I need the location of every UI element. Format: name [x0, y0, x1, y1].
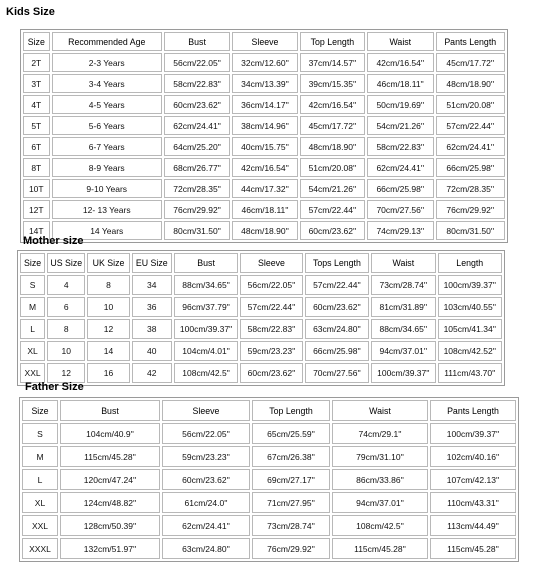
table-cell: 76cm/29.92''	[252, 538, 330, 559]
father-header-size: Size	[22, 400, 58, 421]
table-cell: 103cm/40.55''	[438, 297, 502, 317]
kids-size-title: Kids Size	[6, 6, 55, 18]
table-cell: 60cm/23.62''	[164, 95, 230, 114]
table-cell: 44cm/17.32''	[232, 179, 297, 198]
table-cell: 60cm/23.62''	[240, 363, 302, 383]
table-cell: 100cm/39.37''	[438, 275, 502, 295]
table-cell: 50cm/19.69''	[367, 95, 433, 114]
table-cell: 66cm/25.98''	[436, 158, 506, 177]
table-cell: 56cm/22.05''	[162, 423, 250, 444]
table-cell: 56cm/22.05''	[240, 275, 302, 295]
mother-header-waist: Waist	[371, 253, 435, 273]
table-cell: 74cm/29.13''	[367, 221, 433, 240]
table-row	[23, 221, 505, 240]
mother-header-tops-length: Tops Length	[305, 253, 369, 273]
table-cell: 8	[87, 275, 129, 295]
table-row	[23, 53, 505, 72]
kids-header-sleeve: Sleeve	[232, 32, 297, 51]
table-cell: 76cm/29.92''	[164, 200, 230, 219]
kids-header-size: Size	[23, 32, 50, 51]
table-cell: 69cm/27.17''	[252, 469, 330, 490]
table-row	[22, 469, 516, 490]
table-cell: 4T	[23, 95, 50, 114]
table-cell: 57cm/22.44''	[240, 297, 302, 317]
table-cell: 58cm/22.83''	[240, 319, 302, 339]
table-cell: M	[22, 446, 58, 467]
table-cell: 67cm/26.38''	[252, 446, 330, 467]
table-cell: 46cm/18.11''	[232, 200, 297, 219]
table-cell: 94cm/37.01''	[332, 492, 428, 513]
table-cell: 8	[47, 319, 85, 339]
kids-size-table	[20, 29, 508, 243]
table-cell: 34cm/13.39''	[232, 74, 297, 93]
kids-header-bust: Bust	[164, 32, 230, 51]
table-cell: 72cm/28.35''	[164, 179, 230, 198]
table-cell: 38	[132, 319, 172, 339]
table-cell: 59cm/23.23''	[162, 446, 250, 467]
table-row	[22, 538, 516, 559]
father-size-title: Father Size	[25, 381, 84, 393]
table-cell: 104cm/40.9''	[60, 423, 160, 444]
table-row	[22, 492, 516, 513]
table-cell: 5T	[23, 116, 50, 135]
table-cell: 56cm/22.05''	[164, 53, 230, 72]
table-cell: 54cm/21.26''	[367, 116, 433, 135]
table-cell: 3-4 Years	[52, 74, 162, 93]
table-cell: 58cm/22.83''	[164, 74, 230, 93]
table-cell: 94cm/37.01''	[371, 341, 435, 361]
kids-header-age: Recommended Age	[52, 32, 162, 51]
table-cell: 10	[87, 297, 129, 317]
table-cell: 36	[132, 297, 172, 317]
table-cell: 115cm/45.28''	[430, 538, 516, 559]
table-cell: XL	[20, 341, 45, 361]
table-cell: 48cm/18.90''	[300, 137, 365, 156]
table-cell: XXXL	[22, 538, 58, 559]
mother-header-length: Length	[438, 253, 502, 273]
table-row	[23, 137, 505, 156]
table-cell: 45cm/17.72''	[300, 116, 365, 135]
table-cell: 14 Years	[52, 221, 162, 240]
table-cell: 8-9 Years	[52, 158, 162, 177]
table-cell: M	[20, 297, 45, 317]
table-cell: 61cm/24.0''	[162, 492, 250, 513]
table-cell: 42cm/16.54''	[232, 158, 297, 177]
table-row	[20, 363, 502, 383]
table-row	[22, 446, 516, 467]
table-cell: 63cm/24.80''	[162, 538, 250, 559]
mother-header-size: Size	[20, 253, 45, 273]
table-cell: 46cm/18.11''	[367, 74, 433, 93]
table-cell: 5-6 Years	[52, 116, 162, 135]
table-cell: 54cm/21.26''	[300, 179, 365, 198]
father-header-top-length: Top Length	[252, 400, 330, 421]
table-cell: 64cm/25.20''	[164, 137, 230, 156]
table-cell: 10	[47, 341, 85, 361]
kids-header-waist: Waist	[367, 32, 433, 51]
table-cell: 4-5 Years	[52, 95, 162, 114]
table-cell: 42	[132, 363, 172, 383]
table-cell: 80cm/31.50''	[436, 221, 506, 240]
table-cell: 57cm/22.44''	[300, 200, 365, 219]
kids-header-top-length: Top Length	[300, 32, 365, 51]
table-cell: 3T	[23, 74, 50, 93]
table-cell: 6	[47, 297, 85, 317]
table-row	[23, 179, 505, 198]
table-cell: L	[20, 319, 45, 339]
table-cell: 65cm/25.59''	[252, 423, 330, 444]
mother-header-bust: Bust	[174, 253, 238, 273]
mother-header-row	[20, 253, 502, 273]
table-cell: 12	[47, 363, 85, 383]
table-cell: 6T	[23, 137, 50, 156]
table-row	[22, 423, 516, 444]
table-cell: 58cm/22.83''	[367, 137, 433, 156]
mother-header-uk-size: UK Size	[87, 253, 129, 273]
table-cell: 68cm/26.77''	[164, 158, 230, 177]
table-cell: 57cm/22.44''	[436, 116, 506, 135]
table-row	[20, 275, 502, 295]
table-cell: 38cm/14.96''	[232, 116, 297, 135]
father-header-bust: Bust	[60, 400, 160, 421]
table-row	[23, 200, 505, 219]
table-cell: 34	[132, 275, 172, 295]
table-row	[23, 74, 505, 93]
table-cell: 70cm/27.56''	[305, 363, 369, 383]
table-cell: 37cm/14.57''	[300, 53, 365, 72]
table-cell: 48cm/18.90''	[436, 74, 506, 93]
father-size-table	[19, 397, 519, 562]
table-cell: 40cm/15.75''	[232, 137, 297, 156]
table-cell: 124cm/48.82''	[60, 492, 160, 513]
table-cell: 108cm/42.5''	[332, 515, 428, 536]
father-header-pants-length: Pants Length	[430, 400, 516, 421]
table-cell: 88cm/34.65''	[174, 275, 238, 295]
table-cell: 4	[47, 275, 85, 295]
table-cell: 62cm/24.41''	[162, 515, 250, 536]
table-row	[20, 341, 502, 361]
table-cell: 42cm/16.54''	[300, 95, 365, 114]
table-cell: 51cm/20.08''	[300, 158, 365, 177]
table-cell: XXL	[22, 515, 58, 536]
table-cell: 80cm/31.50''	[164, 221, 230, 240]
table-cell: 45cm/17.72''	[436, 53, 506, 72]
table-cell: 96cm/37.79''	[174, 297, 238, 317]
table-cell: 42cm/16.54''	[367, 53, 433, 72]
table-cell: 51cm/20.08''	[436, 95, 506, 114]
mother-size-table	[17, 250, 505, 386]
table-cell: 79cm/31.10''	[332, 446, 428, 467]
table-cell: 60cm/23.62''	[162, 469, 250, 490]
table-row	[20, 297, 502, 317]
table-cell: 62cm/24.41''	[164, 116, 230, 135]
table-cell: 88cm/34.65''	[371, 319, 435, 339]
table-cell: 36cm/14.17''	[232, 95, 297, 114]
table-cell: 73cm/28.74''	[252, 515, 330, 536]
table-cell: 115cm/45.28''	[60, 446, 160, 467]
table-cell: 111cm/43.70''	[438, 363, 502, 383]
table-cell: 100cm/39.37''	[430, 423, 516, 444]
table-cell: 107cm/42.13''	[430, 469, 516, 490]
table-cell: 59cm/23.23''	[240, 341, 302, 361]
table-cell: 60cm/23.62''	[305, 297, 369, 317]
mother-header-sleeve: Sleeve	[240, 253, 302, 273]
table-cell: 9-10 Years	[52, 179, 162, 198]
table-cell: 2-3 Years	[52, 53, 162, 72]
table-cell: 40	[132, 341, 172, 361]
table-cell: 113cm/44.49''	[430, 515, 516, 536]
father-header-waist: Waist	[332, 400, 428, 421]
table-cell: 2T	[23, 53, 50, 72]
table-cell: 62cm/24.41''	[367, 158, 433, 177]
table-cell: 100cm/39.37''	[371, 363, 435, 383]
kids-header-pants-length: Pants Length	[436, 32, 506, 51]
table-cell: 63cm/24.80''	[305, 319, 369, 339]
father-header-row	[22, 400, 516, 421]
table-cell: 48cm/18.90''	[232, 221, 297, 240]
table-cell: 57cm/22.44''	[305, 275, 369, 295]
table-cell: 14T	[23, 221, 50, 240]
table-cell: 81cm/31.89''	[371, 297, 435, 317]
table-cell: 16	[87, 363, 129, 383]
table-row	[22, 515, 516, 536]
table-cell: 12	[87, 319, 129, 339]
table-cell: 108cm/42.52''	[438, 341, 502, 361]
table-cell: 60cm/23.62''	[300, 221, 365, 240]
table-cell: XL	[22, 492, 58, 513]
table-cell: 12T	[23, 200, 50, 219]
table-cell: 6-7 Years	[52, 137, 162, 156]
table-cell: 10T	[23, 179, 50, 198]
table-cell: 110cm/43.31''	[430, 492, 516, 513]
table-cell: 12- 13 Years	[52, 200, 162, 219]
table-cell: 128cm/50.39''	[60, 515, 160, 536]
table-cell: 104cm/4.01''	[174, 341, 238, 361]
table-cell: 76cm/29.92''	[436, 200, 506, 219]
table-cell: 108cm/42.5''	[174, 363, 238, 383]
table-cell: 86cm/33.86''	[332, 469, 428, 490]
table-row	[23, 158, 505, 177]
table-cell: S	[22, 423, 58, 444]
table-cell: 105cm/41.34''	[438, 319, 502, 339]
table-cell: 102cm/40.16''	[430, 446, 516, 467]
mother-header-eu-size: EU Size	[132, 253, 172, 273]
table-cell: S	[20, 275, 45, 295]
table-row	[23, 95, 505, 114]
table-cell: 115cm/45.28''	[332, 538, 428, 559]
table-cell: 72cm/28.35''	[436, 179, 506, 198]
table-cell: 100cm/39.37''	[174, 319, 238, 339]
table-cell: 73cm/28.74''	[371, 275, 435, 295]
table-cell: 71cm/27.95''	[252, 492, 330, 513]
table-row	[20, 319, 502, 339]
table-cell: 70cm/27.56''	[367, 200, 433, 219]
table-cell: XXL	[20, 363, 45, 383]
table-cell: 74cm/29.1''	[332, 423, 428, 444]
mother-header-us-size: US Size	[47, 253, 85, 273]
table-cell: 66cm/25.98''	[367, 179, 433, 198]
table-cell: 39cm/15.35''	[300, 74, 365, 93]
table-cell: L	[22, 469, 58, 490]
table-cell: 120cm/47.24''	[60, 469, 160, 490]
father-header-sleeve: Sleeve	[162, 400, 250, 421]
kids-header-row	[23, 32, 505, 51]
table-cell: 66cm/25.98''	[305, 341, 369, 361]
table-cell: 62cm/24.41''	[436, 137, 506, 156]
table-cell: 14	[87, 341, 129, 361]
mother-size-title: Mother size	[23, 235, 84, 247]
table-cell: 32cm/12.60''	[232, 53, 297, 72]
table-row	[23, 116, 505, 135]
table-cell: 132cm/51.97''	[60, 538, 160, 559]
table-cell: 8T	[23, 158, 50, 177]
